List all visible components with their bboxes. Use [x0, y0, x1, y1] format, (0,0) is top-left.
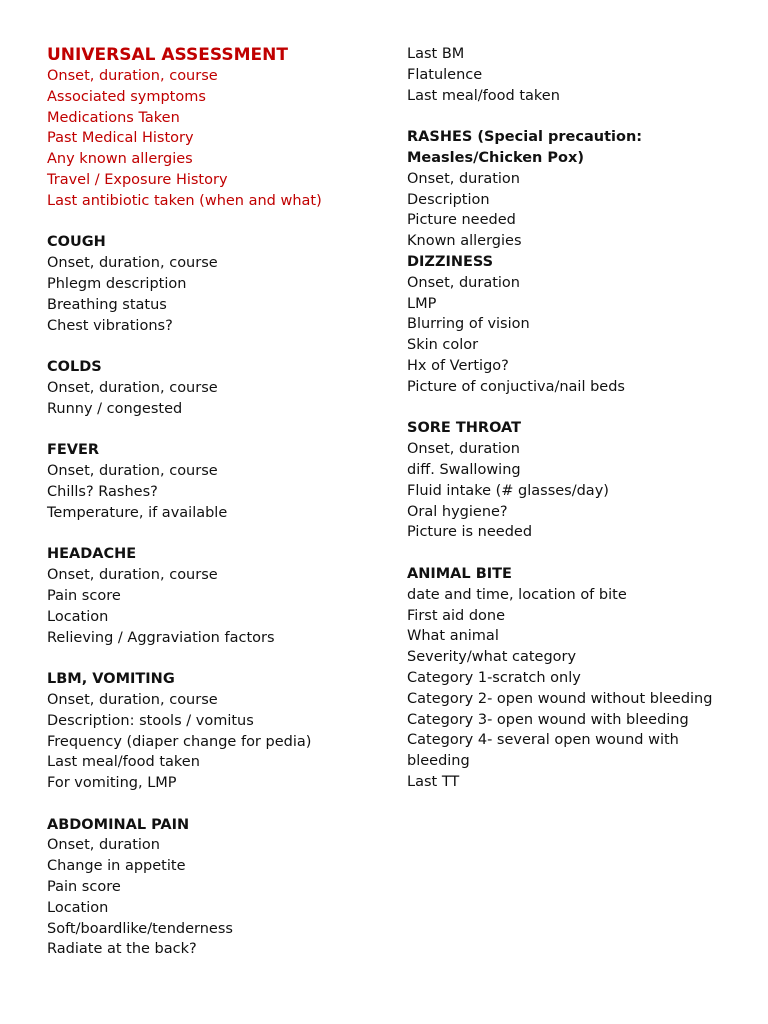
list-item: Onset, duration — [407, 170, 520, 187]
list-item: date and time, location of bite — [407, 586, 627, 603]
section-heading: COUGH — [47, 234, 106, 251]
list-item: Chest vibrations? — [47, 317, 173, 334]
section-abdominal-pain — [47, 815, 387, 961]
list-item: Skin color — [407, 337, 479, 354]
list-item: Last meal/food taken — [47, 754, 200, 771]
list-item: Location — [47, 899, 109, 916]
list-item: Last BM — [407, 46, 465, 62]
list-item: Oral hygiene? — [407, 503, 508, 520]
section-heading: RASHES (Special precaution: — [407, 129, 643, 146]
list-item: Change in appetite — [47, 858, 186, 875]
section-colds — [47, 357, 387, 419]
list-item: Associated symptoms — [47, 88, 206, 105]
list-item: Frequency (diaper change for pedia) — [47, 733, 312, 750]
list-item: Onset, duration, course — [47, 567, 218, 584]
section-dizziness — [407, 252, 752, 398]
section-heading: UNIVERSAL ASSESSMENT — [47, 45, 288, 65]
list-item: Onset, duration, course — [47, 255, 218, 272]
section-heading: COLDS — [47, 359, 102, 376]
section-heading: ABDOMINAL PAIN — [47, 816, 190, 833]
list-item: Blurring of vision — [407, 316, 530, 333]
list-item: Phlegm description — [47, 275, 187, 292]
list-item: Radiate at the back? — [47, 941, 197, 958]
list-item: Picture needed — [407, 212, 516, 229]
list-item: Runny / congested — [47, 400, 183, 417]
list-item: Picture is needed — [407, 524, 533, 541]
list-item: Onset, duration — [407, 274, 520, 291]
list-item: Onset, duration — [407, 441, 520, 458]
list-item: Pain score — [47, 587, 121, 604]
list-item: Onset, duration, course — [47, 691, 218, 708]
list-item: For vomiting, LMP — [47, 775, 177, 792]
list-item: Onset, duration, course — [47, 463, 218, 480]
list-item: Hx of Vertigo? — [407, 357, 509, 374]
list-item: Last antibiotic taken (when and what) — [47, 192, 322, 209]
section-abdominal-pain-continued — [407, 44, 752, 106]
section-animal-bite — [407, 564, 752, 793]
section-heading-continued: Measles/Chicken Pox) — [407, 149, 584, 166]
list-item: Category 4- several open wound with — [407, 732, 679, 749]
section-universal-assessment — [47, 44, 387, 212]
list-item: Last meal/food taken — [407, 87, 560, 104]
list-item: Last TT — [407, 773, 460, 790]
right-column — [407, 44, 752, 793]
section-cough — [47, 232, 387, 336]
list-item: Past Medical History — [47, 130, 194, 147]
list-item: Description — [407, 191, 490, 208]
list-item: LMP — [407, 295, 437, 312]
section-headache — [47, 544, 387, 648]
list-item: Location — [47, 608, 109, 625]
list-item: Onset, duration — [47, 837, 160, 854]
section-heading: SORE THROAT — [407, 420, 522, 437]
list-item: Any known allergies — [47, 151, 193, 168]
list-item: Picture of conjuctiva/nail beds — [407, 378, 625, 395]
list-item: Fluid intake (# glasses/day) — [407, 482, 609, 499]
section-heading: FEVER — [47, 442, 100, 459]
list-item: Category 3- open wound with bleeding — [407, 711, 689, 728]
left-column — [47, 44, 387, 960]
list-item: Onset, duration, course — [47, 379, 218, 396]
list-item: First aid done — [407, 607, 506, 624]
list-item: Flatulence — [407, 66, 483, 83]
section-heading: LBM, VOMITING — [47, 671, 175, 688]
list-item: Travel / Exposure History — [47, 171, 228, 188]
list-item: Medications Taken — [47, 109, 180, 126]
list-item: What animal — [407, 628, 499, 645]
list-item: Category 2- open wound without bleeding — [407, 690, 713, 707]
section-heading: HEADACHE — [47, 546, 137, 563]
list-item: Pain score — [47, 879, 121, 896]
list-item: bleeding — [407, 753, 470, 770]
list-item: Relieving / Aggraviation factors — [47, 629, 275, 646]
list-item: Chills? Rashes? — [47, 483, 158, 500]
list-item: Breathing status — [47, 296, 167, 313]
section-heading: ANIMAL BITE — [407, 565, 512, 582]
list-item: Severity/what category — [407, 649, 577, 666]
list-item: diff. Swallowing — [407, 461, 521, 478]
section-lbm-vomiting — [47, 669, 387, 794]
list-item: Description: stools / vomitus — [47, 712, 254, 729]
list-item: Known allergies — [407, 233, 522, 250]
list-item: Category 1-scratch only — [407, 669, 581, 686]
section-sore-throat — [407, 418, 752, 543]
list-item: Soft/boardlike/tenderness — [47, 920, 233, 937]
section-fever — [47, 440, 387, 523]
list-item: Onset, duration, course — [47, 68, 218, 84]
list-item: Temperature, if available — [47, 504, 228, 521]
section-heading: DIZZINESS — [407, 253, 494, 270]
section-rashes — [407, 127, 752, 252]
